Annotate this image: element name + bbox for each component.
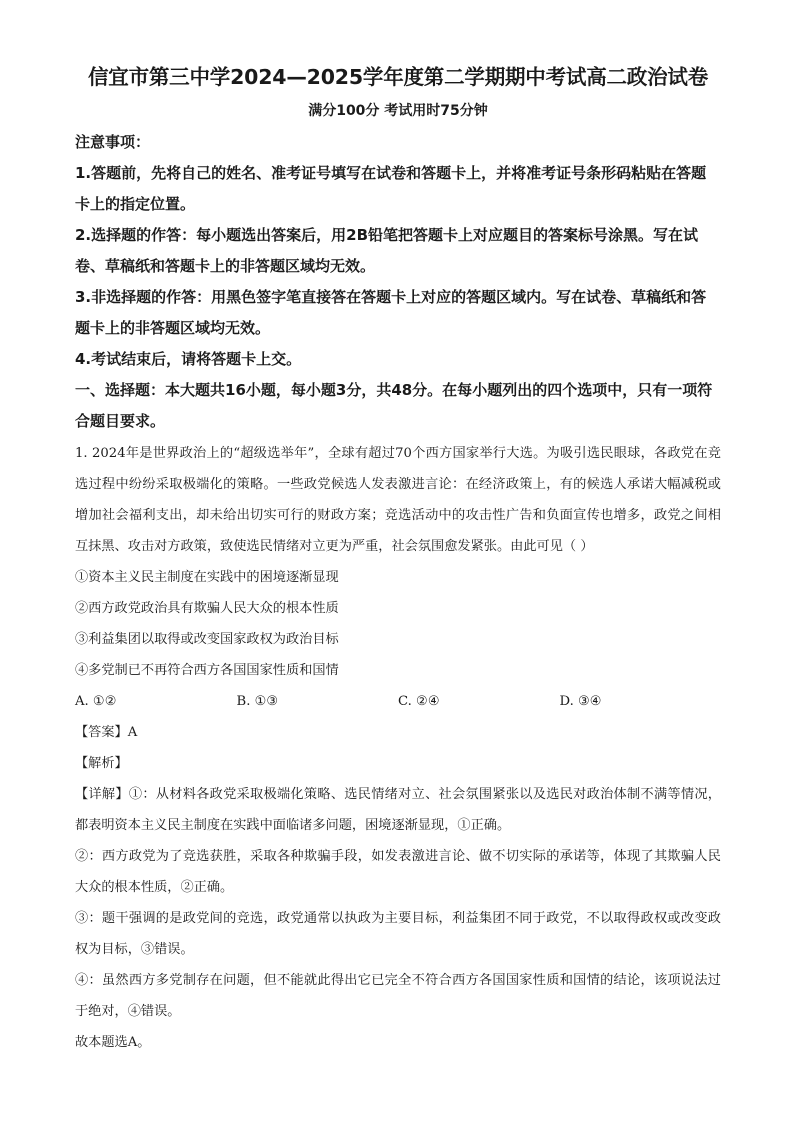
detail-1: 【详解】①：从材料各政党采取极端化策略、选民情绪对立、社会氛围紧张以及选民对政治体制不满等情况，都表明资本主义民主制度在实践中面临诸多问题，困境逐渐显现，①正确。 [75, 787, 721, 833]
statement-4: ④多党制已不再符合西方各国国家性质和国情 [75, 663, 339, 678]
statement-3: ③利益集团以取得或改变国家政权为政治目标 [75, 632, 339, 647]
notice-heading: 注意事项： [75, 133, 151, 151]
detail-2: ②：西方政党为了竞选获胜，采取各种欺骗手段，如发表激进言论、做不切实际的承诺等，体现了其欺骗人民大众的根本性质，②正确。 [75, 849, 721, 895]
question-1 [75, 438, 721, 1058]
answer-label: 【答案】A [75, 725, 138, 740]
section-heading: 一、选择题：本大题共16小题，每小题3分，共48分。在每小题列出的四个选项中，只有一项符合题目要求。 [75, 381, 713, 430]
detail-4: ④：虽然西方多党制存在问题，但不能就此得出它已完全不符合西方各国国家性质和国情的结论，该项说法过于绝对，④错误。 [75, 973, 721, 1019]
page-title: 信宜市第三中学2024—2025学年度第二学期期中考试高二政治试卷 [87, 65, 708, 89]
answer-choices [75, 686, 721, 717]
notice-item-1: 1.答题前，先将自己的姓名、准考证号填写在试卷和答题卡上，并将准考证号条形码粘贴在答题卡上的指定位置。 [75, 164, 707, 213]
question-stem: 1. 2024年是世界政治上的“超级选举年”，全球有超过70个西方国家举行大选。为吸引选民眼球，各政党在竞选过程中纷纷采取极端化的策略。一些政党候选人发表激进言论：在经济政策上，有的候选人承诺大幅减税或增加社会福利支出，却未给出切实可行的财政方案；竞选活动中的攻击性广告和负面宣传也增多，政党之间相互抹黑、攻击对方政策，致使选民情绪对立更为严重，社会氛围愈发紧张。由此可见（ ） [75, 446, 721, 554]
choice-a: A. ①② [75, 694, 117, 709]
conclusion: 故本题选A。 [75, 1035, 151, 1050]
notice-item-2: 2.选择题的作答：每小题选出答案后，用2B铅笔把答题卡上对应题目的答案标号涂黑。写在试卷、草稿纸和答题卡上的非答题区域均无效。 [75, 226, 699, 275]
choice-b: B. ①③ [236, 694, 279, 709]
detail-3: ③：题干强调的是政党间的竞选，政党通常以执政为主要目标，利益集团不同于政党，不以取得政权或改变政权为目标，③错误。 [75, 911, 721, 957]
choice-d: D. ③④ [559, 694, 602, 709]
exam-page [75, 62, 721, 1058]
exam-info: 满分100分 考试用时75分钟 [308, 103, 488, 119]
notice-item-3: 3.非选择题的作答：用黑色签字笔直接答在答题卡上对应的答题区域内。写在试卷、草稿纸和答题卡上的非答题区域均无效。 [75, 288, 707, 337]
choice-c: C. ②④ [398, 694, 440, 709]
statement-1: ①资本主义民主制度在实践中的困境逐渐显现 [75, 570, 339, 585]
analysis-label: 【解析】 [75, 756, 128, 771]
notice-item-4: 4.考试结束后，请将答题卡上交。 [75, 350, 302, 368]
statement-2: ②西方政党政治具有欺骗人民大众的根本性质 [75, 601, 339, 616]
